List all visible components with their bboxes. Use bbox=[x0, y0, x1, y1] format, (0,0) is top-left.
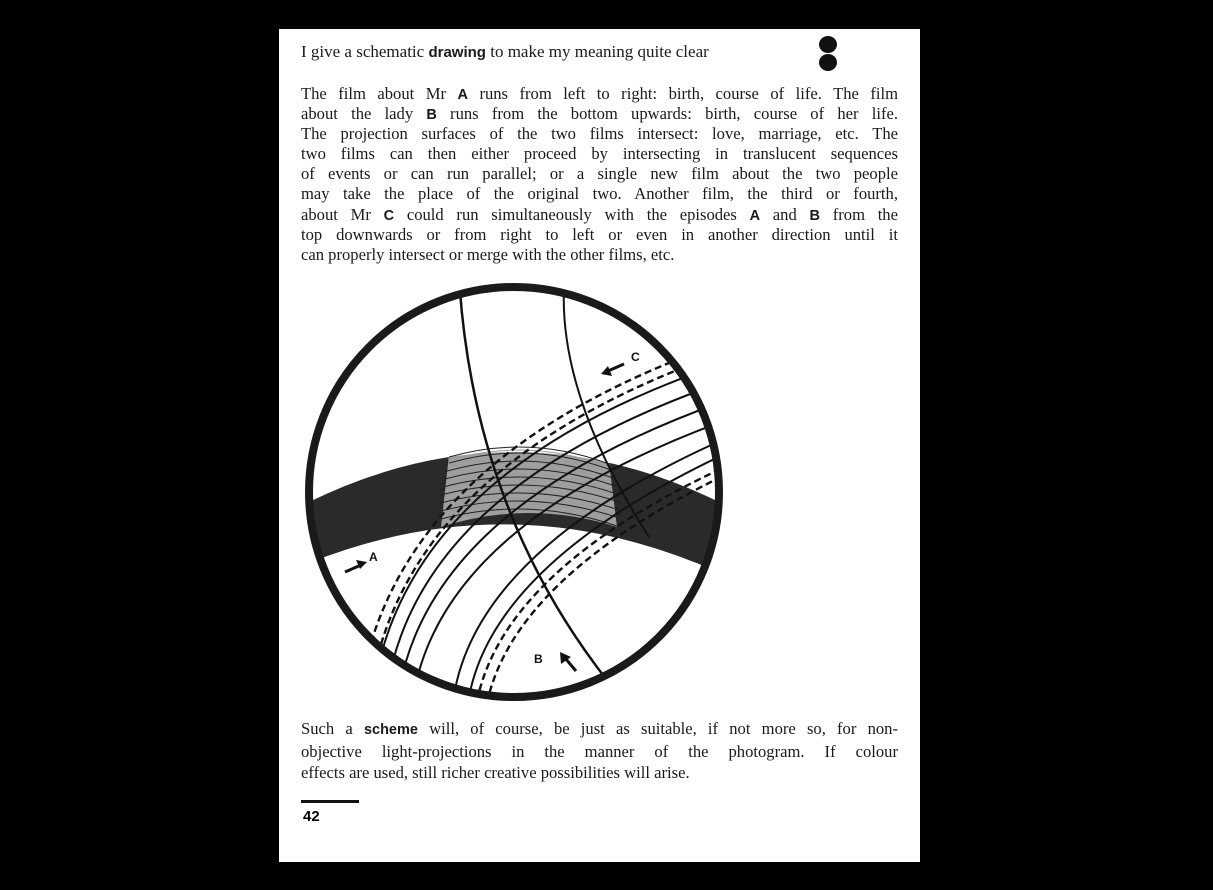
text-line: of events or can run parallel; or a single new film about the two people bbox=[301, 164, 898, 184]
arrow-b-icon bbox=[560, 652, 576, 671]
page-number-rule bbox=[301, 800, 359, 803]
text-line: Such a scheme will, of course, be just as suitable, if not more so, for non- bbox=[301, 719, 898, 738]
arrow-a-icon bbox=[345, 560, 367, 572]
text-line: about Mr C could run simultaneously with the episodes A and B from the bbox=[301, 204, 898, 224]
text-line: top downwards or from right to left or even in another direction until it bbox=[301, 224, 898, 244]
page-number: 42 bbox=[303, 808, 320, 825]
text-line: The projection surfaces of the two films intersect: love, marriage, etc. The bbox=[301, 124, 898, 144]
text-line: about the lady B runs from the bottom upwards: birth, course of her life. bbox=[301, 104, 899, 124]
section-bullet-icon bbox=[818, 36, 838, 72]
heading-bold-word: drawing bbox=[428, 44, 486, 61]
book-page bbox=[279, 29, 920, 862]
paragraph-scheme bbox=[301, 718, 898, 783]
label-b: B bbox=[534, 652, 543, 666]
heading-text-end: to make my meaning quite clear bbox=[485, 42, 709, 61]
heading-text: I give a schematic bbox=[301, 42, 429, 61]
text-line: two films can then either proceed by intersecting in translucent sequences bbox=[301, 144, 898, 164]
label-a: A bbox=[369, 550, 378, 564]
film-intersection-diagram bbox=[299, 277, 729, 707]
text-line: may take the place of the original two. Another film, the third or fourth, bbox=[301, 184, 898, 204]
text-line: objective light-projections in the manner of the photogram. If colour bbox=[301, 742, 898, 761]
label-c: C bbox=[631, 350, 640, 364]
page-heading bbox=[301, 39, 709, 66]
text-line: can properly intersect or merge with the other films, etc. bbox=[301, 244, 675, 264]
paragraph-films bbox=[301, 84, 898, 265]
text-line: effects are used, still richer creative possibilities will arise. bbox=[301, 763, 690, 782]
text-line: The film about Mr A runs from left to right: birth, course of life. The film bbox=[301, 84, 898, 103]
arrow-c-icon bbox=[601, 364, 624, 376]
